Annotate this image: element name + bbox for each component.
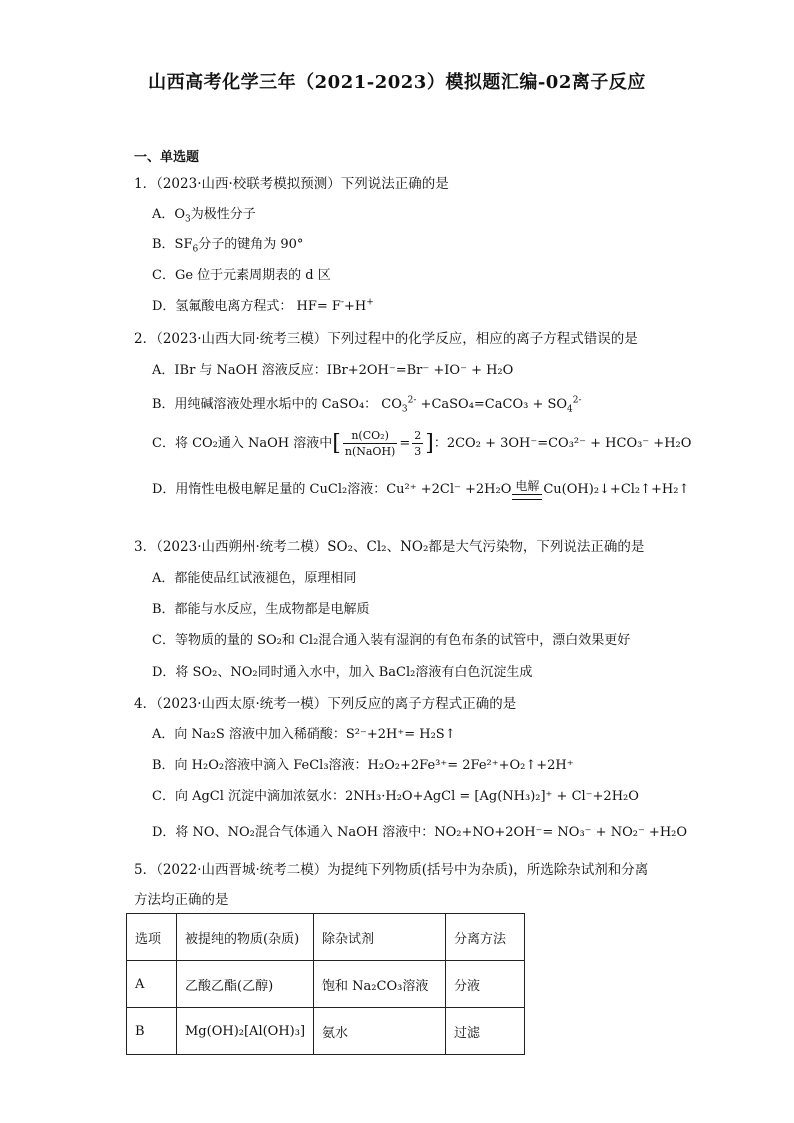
section-heading: 一、单选题 <box>134 150 200 165</box>
question-1-option-d: D．氢氟酸电离方程式： HF= F-+H+ <box>152 297 374 314</box>
question-1-option-b: B．$SF_6$分子的键角为 90° <box>152 237 304 255</box>
table-cell: 过滤 <box>446 1008 525 1055</box>
page-title: 山西高考化学三年（2021-2023）模拟题汇编-02离子反应 <box>148 72 646 93</box>
table-header-cell: 选项 <box>127 914 177 961</box>
ratio-fraction: $\frac{\text{n(CO₂)}}{\text{n(NaOH)}}$ <box>344 429 396 458</box>
table-cell: 乙酸乙酯(乙醇) <box>177 961 314 1008</box>
question-3-stem: 3．（2023·山西朔州·统考二模）SO₂、Cl₂、NO₂都是大气污染物，下列说法正确的是 <box>134 539 645 555</box>
table-header-row <box>127 914 525 961</box>
bracket-close: ] <box>425 431 434 456</box>
question-3-option-c: C．等物质的量的 SO₂和 Cl₂混合通入装有湿润的有色布条的试管中，漂白效果更好 <box>152 633 631 648</box>
question-2-option-d: D．用惰性电极电解足量的 CuCl₂溶液：Cu²⁺ +2Cl⁻ +2H₂O 电解 Cu(OH)₂↓+Cl₂↑+H₂↑ <box>152 478 689 500</box>
table-cell: B <box>127 1008 177 1055</box>
question-2-option-b: B．用纯碱溶液处理水垢中的 CaSO₄： $CO_3^{2-}$ +CaSO₄=CaCO₃ + $SO_4^{2-}$ <box>152 395 582 415</box>
question-1-option-c: C．Ge 位于元素周期表的 d 区 <box>152 268 331 283</box>
electrolysis-arrow: 电解 <box>512 480 542 500</box>
table-cell: Mg(OH)₂[Al(OH)₃] <box>177 1008 314 1055</box>
question-4-option-b: B．向 H₂O₂溶液中滴入 FeCl₃溶液：H₂O₂+2Fe³⁺= 2Fe²⁺+O₂↑+2H⁺ <box>152 758 574 773</box>
question-1-option-a: A．$O_3$为极性分子 <box>152 207 256 225</box>
table-row <box>127 961 525 1008</box>
question-5-stem-line-1: 5．（2022·山西晋城·统考二模）为提纯下列物质(括号中为杂质)，所选除杂试剂和分离 <box>134 862 649 878</box>
table-cell: A <box>127 961 177 1008</box>
question-4-option-c: C．向 AgCl 沉淀中滴加浓氨水：2NH₃·H₂O+AgCl = [Ag(NH₃)₂]⁺ + Cl⁻+2H₂O <box>152 789 639 804</box>
table-cell: 饱和 Na₂CO₃溶液 <box>314 961 446 1008</box>
purification-table <box>126 913 525 1055</box>
question-3-option-a: A．都能使品红试液褪色，原理相同 <box>152 571 357 586</box>
question-5-stem-line-2: 方法均正确的是 <box>134 892 229 908</box>
question-2-stem: 2．（2023·山西大同·统考三模）下列过程中的化学反应，相应的离子方程式错误的是 <box>134 331 638 347</box>
table-header-cell: 分离方法 <box>446 914 525 961</box>
bracket-open: [ <box>332 431 341 456</box>
question-1-stem: 1．（2023·山西·校联考模拟预测）下列说法正确的是 <box>134 176 449 192</box>
question-3-option-b: B．都能与水反应，生成物都是电解质 <box>152 602 370 617</box>
table-row <box>127 1008 525 1055</box>
question-3-option-d: D．将 SO₂、NO₂同时通入水中，加入 BaCl₂溶液有白色沉淀生成 <box>152 665 533 680</box>
question-2-option-a: A．IBr 与 NaOH 溶液反应：IBr+2OH⁻=Br⁻ +IO⁻ + H₂O <box>152 363 514 378</box>
table-header-cell: 除杂试剂 <box>314 914 446 961</box>
value-fraction: $\frac{2}{3}$ <box>414 429 422 458</box>
table-cell: 氨水 <box>314 1008 446 1055</box>
table-header-cell: 被提纯的物质(杂质) <box>177 914 314 961</box>
question-4-option-d: D．将 NO、NO₂混合气体通入 NaOH 溶液中：NO₂+NO+2OH⁻= NO₃⁻ + NO₂⁻ +H₂O <box>152 825 688 840</box>
table-cell: 分液 <box>446 961 525 1008</box>
question-2-option-c: C．将 CO₂通入 NaOH 溶液中[ $\frac{\text{n(CO₂)}}{\text{n(NaOH)}}$ = $\frac{2}{3}$ ]：2CO₂ + 3OH⁻=CO₃²⁻ + HCO₃⁻ +H₂O <box>152 429 692 458</box>
question-4-option-a: A．向 Na₂S 溶液中加入稀硝酸：S²⁻+2H⁺= H₂S↑ <box>152 727 456 742</box>
question-4-stem: 4．（2023·山西太原·统考一模）下列反应的离子方程式正确的是 <box>134 696 517 712</box>
